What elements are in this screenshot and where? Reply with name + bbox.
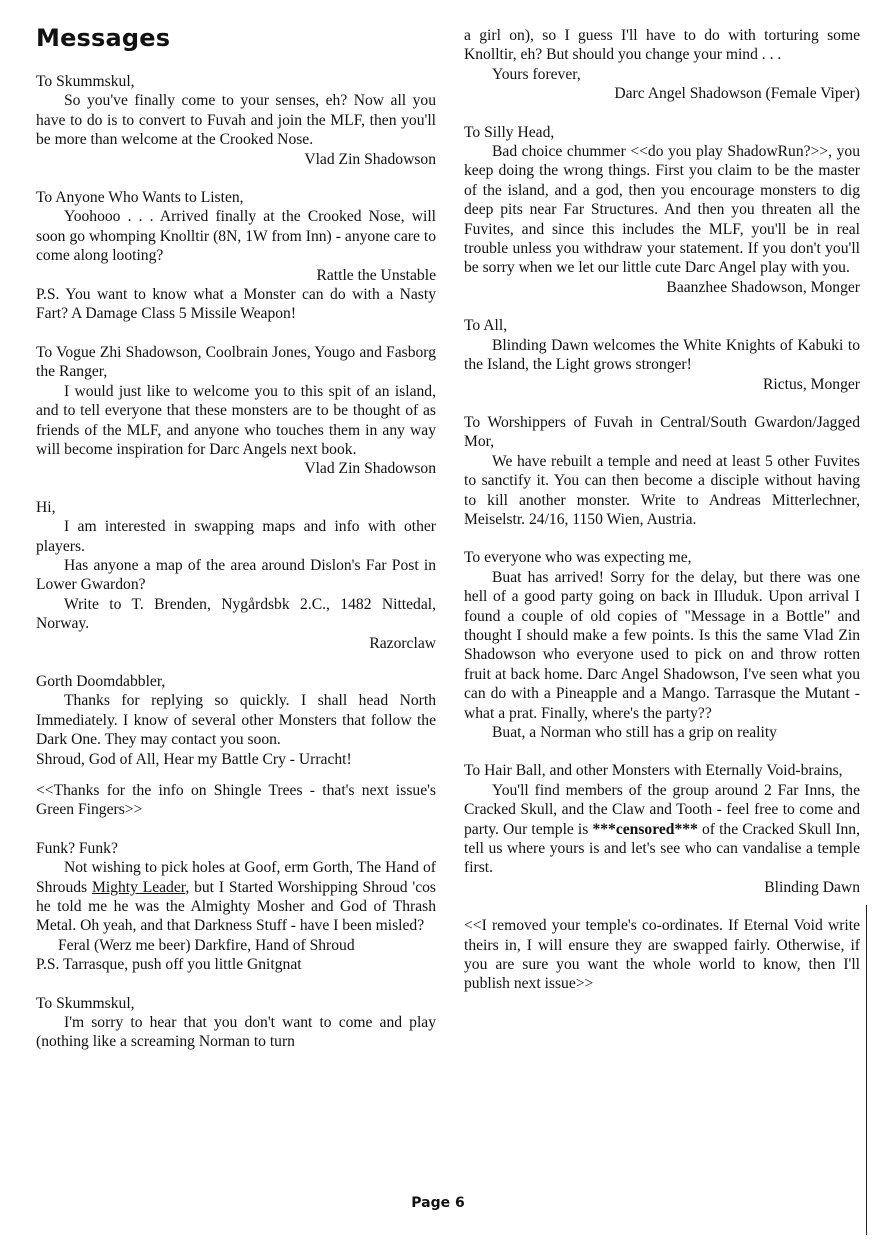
message-body: We have rebuilt a temple and need at least 5 other Fuvites to sanctify it. You can then become a disciple without having to kill another monster. Write to Andreas Mitterlechner, Meiselstr. 24/16, 1150 Wien, Austria.: [464, 452, 860, 528]
message-signature: Vlad Zin Shadowson: [304, 460, 436, 478]
censored-text: ***censored***: [592, 820, 698, 838]
message-signature: Feral (Werz me beer) Darkfire, Hand of Shroud: [58, 936, 355, 954]
message: [36, 672, 436, 769]
message: [464, 413, 860, 529]
left-column: [36, 72, 436, 1071]
body-text: You'll find members of the group around 2 Far Inns, the Cracked Skull, and the Claw and Tooth - feel free to come and party. Our temple is: [464, 781, 860, 838]
message-body: a girl on), so I guess I'll have to do with torturing some Knolltir, eh? But should you change your mind . . .: [464, 27, 860, 64]
message-body: Bad choice chummer <<do you play ShadowRun?>>, you keep doing the wrong things. First you claim to be the master of the island, and a god, then you encourage monsters to dig deep pits near Far Structures. And then you threaten all the Fuvites, and since this includes the MLF, you'll be in real trouble unless you withdraw your statement. If you don't you'll be sorry when we let our little cute Darc Angel play with you.: [464, 143, 860, 277]
body-text: Not wishing to pick holes at Goof, erm Gorth, The Hand of Shrouds: [36, 859, 436, 896]
message: [464, 26, 860, 104]
message-body: I'm sorry to hear that you don't want to come and play (nothing like a screaming Norman to turn: [36, 1014, 436, 1051]
page-title: Messages: [36, 24, 171, 52]
message: [464, 761, 860, 897]
message-recipient: Hi,: [36, 498, 56, 516]
editor-note: [36, 781, 436, 820]
message-recipient: To All,: [464, 317, 508, 335]
body-text: of the Cracked Skull Inn, tell us where yours is and let's see who can vandalise a temple first.: [464, 820, 861, 877]
message-recipient: To Hair Ball, and other Monsters with Eternally Void-brains,: [464, 762, 843, 780]
message: [36, 188, 436, 324]
message-body: [36, 858, 436, 936]
message-signature: Baanzhee Shadowson, Monger: [666, 278, 860, 296]
message: [464, 548, 860, 742]
message-recipient: To Worshippers of Fuvah in Central/South Gwardon/Jagged Mor,: [464, 413, 860, 451]
message-body: I would just like to welcome you to this spit of an island, and to tell everyone that these monsters are to be thought of as friends of the MLF, and anyone who touches them in any way will become inspiration for Darc Angels next book.: [36, 382, 436, 458]
message-body: Buat has arrived! Sorry for the delay, but there was one hell of a good party going on back in Illuduk. Upon arrival I found a couple of old copies of "Message in a Bottle" and thought I should make a few points. Is this the same Vlad Zin Shadowson who everyone used to pick on and throw rotten fruit at back home. Darc Angel Shadowson, I've seen what you can do with a Pineapple and a Mango. Tarrasque the Mutant - what a prat. Finally, where's the party??: [464, 568, 860, 722]
editor-note-text: <<Thanks for the info on Shingle Trees - that's next issue's Green Fingers>>: [36, 782, 436, 819]
right-column: [464, 26, 860, 1013]
message-body: Thanks for replying so quickly. I shall head North Immediately. I know of several other Monsters that follow the Dark One. They may contact you soon.: [36, 692, 436, 749]
message-recipient: Gorth Doomdabbler,: [36, 672, 166, 690]
message-body: Blinding Dawn welcomes the White Knights of Kabuki to the Island, the Light grows stronger!: [464, 336, 860, 374]
message: [36, 72, 436, 169]
message: [36, 498, 436, 653]
message: [36, 994, 436, 1052]
message-recipient: Funk? Funk?: [36, 839, 118, 857]
message-signature: Rattle the Unstable: [316, 266, 436, 284]
message-recipient: To everyone who was expecting me,: [464, 549, 692, 567]
message-signature: Darc Angel Shadowson (Female Viper): [614, 85, 860, 103]
message-body: Write to T. Brenden, Nygårdsbk 2.C., 1482 Nittedal, Norway.: [36, 595, 436, 633]
message-signature: Vlad Zin Shadowson: [304, 150, 436, 168]
message-recipient: To Skummskul,: [36, 994, 135, 1012]
message: [36, 343, 436, 479]
message-closing: Yours forever,: [492, 65, 581, 83]
message: [464, 316, 860, 394]
message-recipient: To Vogue Zhi Shadowson, Coolbrain Jones, Yougo and Fasborg the Ranger,: [36, 343, 436, 381]
column-edge-rule: [866, 905, 867, 1235]
message-signature: Blinding Dawn: [764, 878, 860, 896]
message-postscript: P.S. Tarrasque, push off you little Gnitgnat: [36, 956, 302, 974]
message-body: [464, 781, 860, 878]
message-postscript: Shroud, God of All, Hear my Battle Cry - Urracht!: [36, 750, 352, 768]
message-signature: Rictus, Monger: [762, 375, 860, 393]
message-body: So you've finally come to your senses, eh? Now all you have to do is to convert to Fuvah and join the MLF, then you'll be more than welcome at the Crooked Nose.: [36, 92, 436, 149]
message-signature: Razorclaw: [369, 634, 436, 652]
body-text: , but I Started Worshipping Shroud 'cos he told me he was the Almighty Mosher and God of Thrash Metal. Oh yeah, and that Darkness Stuff - have I been misled?: [36, 878, 437, 935]
underlined-text: Mighty Leader: [91, 878, 186, 896]
message-body: I am interested in swapping maps and info with other players.: [36, 518, 436, 555]
message-recipient: To Anyone Who Wants to Listen,: [36, 189, 244, 207]
message: [36, 839, 436, 975]
editor-note: [464, 916, 860, 994]
page-number: Page 6: [411, 1195, 465, 1211]
message-postscript: P.S. You want to know what a Monster can do with a Nasty Fart? A Damage Class 5 Missile Weapon!: [36, 286, 436, 323]
message-signature: Buat, a Norman who still has a grip on reality: [492, 724, 777, 741]
message-body: Yoohooo . . . Arrived finally at the Crooked Nose, will soon go whomping Knolltir (8N, 1W from Inn) - anyone care to come along looting?: [36, 208, 436, 265]
editor-note-text: <<I removed your temple's co-ordinates. If Eternal Void write theirs in, I will ensure they are swapped fairly. Otherwise, if you are sure you want the whole world to know, then I'll publish next issue>>: [464, 917, 860, 993]
message: [464, 123, 860, 298]
message-recipient: To Skummskul,: [36, 73, 135, 90]
message-recipient: To Silly Head,: [464, 123, 555, 141]
message-body: Has anyone a map of the area around Dislon's Far Post in Lower Gwardon?: [36, 556, 436, 594]
